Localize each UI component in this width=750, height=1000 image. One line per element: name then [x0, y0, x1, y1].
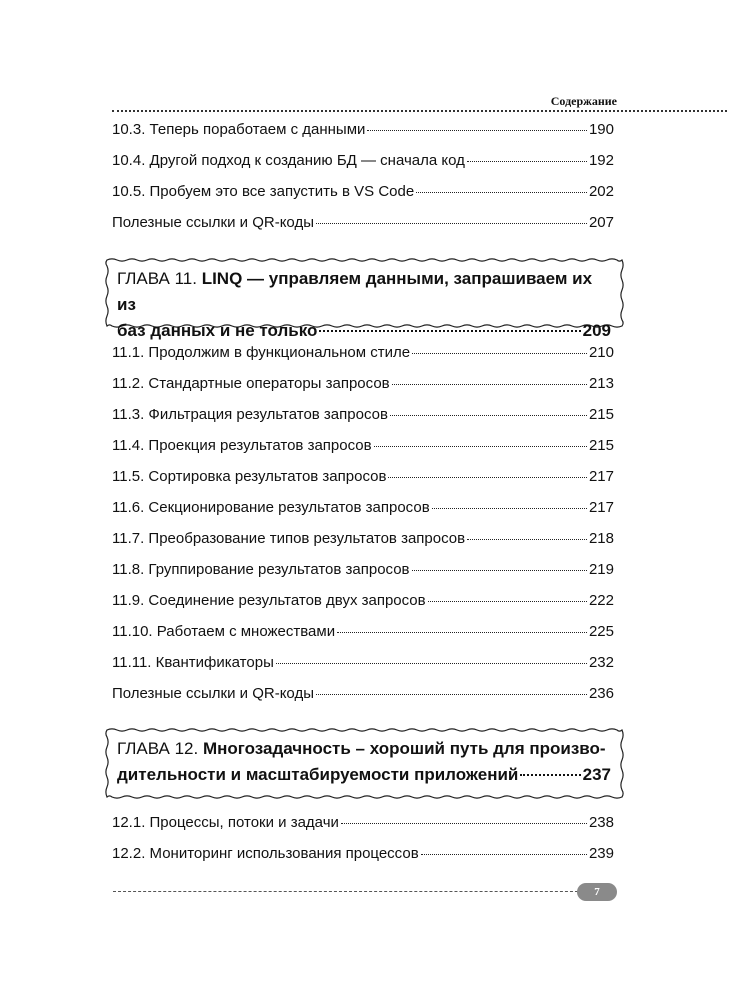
- chapter-title-line2: дительности и масштабируемости приложений: [117, 765, 519, 784]
- dot-leader: [367, 130, 587, 131]
- chapter-12-heading[interactable]: [104, 727, 625, 800]
- dot-leader: [316, 223, 587, 224]
- toc-entry[interactable]: [112, 655, 614, 686]
- toc-entry[interactable]: [112, 624, 614, 655]
- chapter-title-line1: Многозадачность – хороший путь для произво-: [202, 739, 606, 758]
- toc-entry[interactable]: [112, 215, 614, 246]
- toc-entry-page: 218: [588, 530, 614, 547]
- toc-entry-title: 12.1. Процессы, потоки и задачи: [112, 814, 339, 831]
- chapter-title-line2: баз данных и не только: [117, 321, 318, 340]
- toc-entry-title: 11.8. Группирование результатов запросов: [112, 561, 410, 578]
- chapter-page: 209: [582, 321, 611, 340]
- chapter-prefix: ГЛАВА 11.: [117, 269, 197, 288]
- toc-entry-title: 11.5. Сортировка результатов запросов: [112, 468, 387, 485]
- toc-entry-title: 12.2. Мониторинг использования процессов: [112, 845, 419, 862]
- toc-entry-title: 11.9. Соединение результатов двух запросов: [112, 592, 426, 609]
- chapter-prefix: ГЛАВА 12.: [117, 739, 199, 758]
- toc-entry[interactable]: [112, 686, 614, 717]
- toc-entry-title: 11.2. Стандартные операторы запросов: [112, 375, 390, 392]
- toc-entry[interactable]: [112, 846, 614, 877]
- dot-leader: [412, 353, 587, 354]
- dot-leader: [374, 446, 587, 447]
- toc-entry-page: 215: [588, 437, 614, 454]
- toc-entry[interactable]: [112, 122, 614, 153]
- dot-leader: [316, 694, 587, 695]
- dot-leader: [337, 632, 587, 633]
- dot-leader: [319, 330, 580, 332]
- dot-leader: [416, 192, 587, 193]
- toc-entry[interactable]: [112, 469, 614, 500]
- toc-entry-page: 236: [588, 685, 614, 702]
- toc-entry-page: 225: [588, 623, 614, 640]
- toc-entry-page: 202: [588, 183, 614, 200]
- toc-entry-page: 217: [588, 468, 614, 485]
- dot-leader: [412, 570, 587, 571]
- dot-leader: [390, 415, 587, 416]
- toc-entry-title: 11.10. Работаем с множествами: [112, 623, 336, 640]
- page-number-badge: 7: [577, 883, 617, 901]
- dot-leader: [392, 384, 587, 385]
- toc-entry-title: 11.6. Секционирование результатов запросов: [112, 499, 430, 516]
- toc-entry-page: 239: [588, 845, 614, 862]
- toc-entry[interactable]: [112, 376, 614, 407]
- toc-entry-page: 210: [588, 344, 614, 361]
- chapter-11-heading[interactable]: [104, 257, 625, 340]
- toc-entry[interactable]: [112, 562, 614, 593]
- toc-entry-page: 192: [588, 152, 614, 169]
- dot-leader: [276, 663, 587, 664]
- toc-entry-page: 238: [588, 814, 614, 831]
- toc-entry[interactable]: [112, 407, 614, 438]
- toc-entry-page: 213: [588, 375, 614, 392]
- toc-entry-title: Полезные ссылки и QR-коды: [112, 214, 314, 231]
- toc-entry-title: 11.4. Проекция результатов запросов: [112, 437, 372, 454]
- toc-entry-title: 11.1. Продолжим в функциональном стиле: [112, 344, 411, 361]
- toc-entry-page: 232: [588, 654, 614, 671]
- toc-entry[interactable]: [112, 438, 614, 469]
- dot-leader: [421, 854, 587, 855]
- toc-entry-title: 11.11. Квантификаторы: [112, 654, 274, 671]
- toc-entry-page: 217: [588, 499, 614, 516]
- toc-section-10: [112, 122, 614, 246]
- toc-entry-page: 222: [588, 592, 614, 609]
- dot-leader: [467, 539, 587, 540]
- toc-entry[interactable]: [112, 500, 614, 531]
- toc-entry-page: 215: [588, 406, 614, 423]
- toc-entry-title: 11.7. Преобразование типов результатов запросов: [112, 530, 466, 547]
- dot-leader: [467, 161, 587, 162]
- toc-entry-title: 10.5. Пробуем это все запустить в VS Code: [112, 183, 415, 200]
- header-dotted-rule: [112, 110, 727, 112]
- toc-entry[interactable]: [112, 815, 614, 846]
- toc-entry-title: 10.4. Другой подход к созданию БД — сначала код: [112, 152, 465, 169]
- toc-entry[interactable]: [112, 345, 614, 376]
- toc-entry-page: 190: [588, 121, 614, 138]
- dot-leader: [428, 601, 587, 602]
- dot-leader: [432, 508, 587, 509]
- toc-entry-page: 207: [588, 214, 614, 231]
- toc-entry-page: 219: [588, 561, 614, 578]
- toc-entry[interactable]: [112, 184, 614, 215]
- toc-entry[interactable]: [112, 153, 614, 184]
- toc-entry[interactable]: [112, 531, 614, 562]
- running-header-title: Содержание: [550, 94, 617, 108]
- toc-entry-title: Полезные ссылки и QR-коды: [112, 685, 314, 702]
- toc-entry-title: 11.3. Фильтрация результатов запросов: [112, 406, 388, 423]
- footer-dashed-rule: [113, 891, 583, 892]
- chapter-page: 237: [582, 765, 611, 784]
- dot-leader: [520, 774, 580, 776]
- toc-section-12: [112, 815, 614, 877]
- toc-entry[interactable]: [112, 593, 614, 624]
- toc-entry-title: 10.3. Теперь поработаем с данными: [112, 121, 366, 138]
- chapter-title-line1: LINQ — управляем данными, запрашиваем их из: [117, 269, 593, 314]
- toc-section-11: [112, 345, 614, 717]
- dot-leader: [341, 823, 587, 824]
- dot-leader: [388, 477, 587, 478]
